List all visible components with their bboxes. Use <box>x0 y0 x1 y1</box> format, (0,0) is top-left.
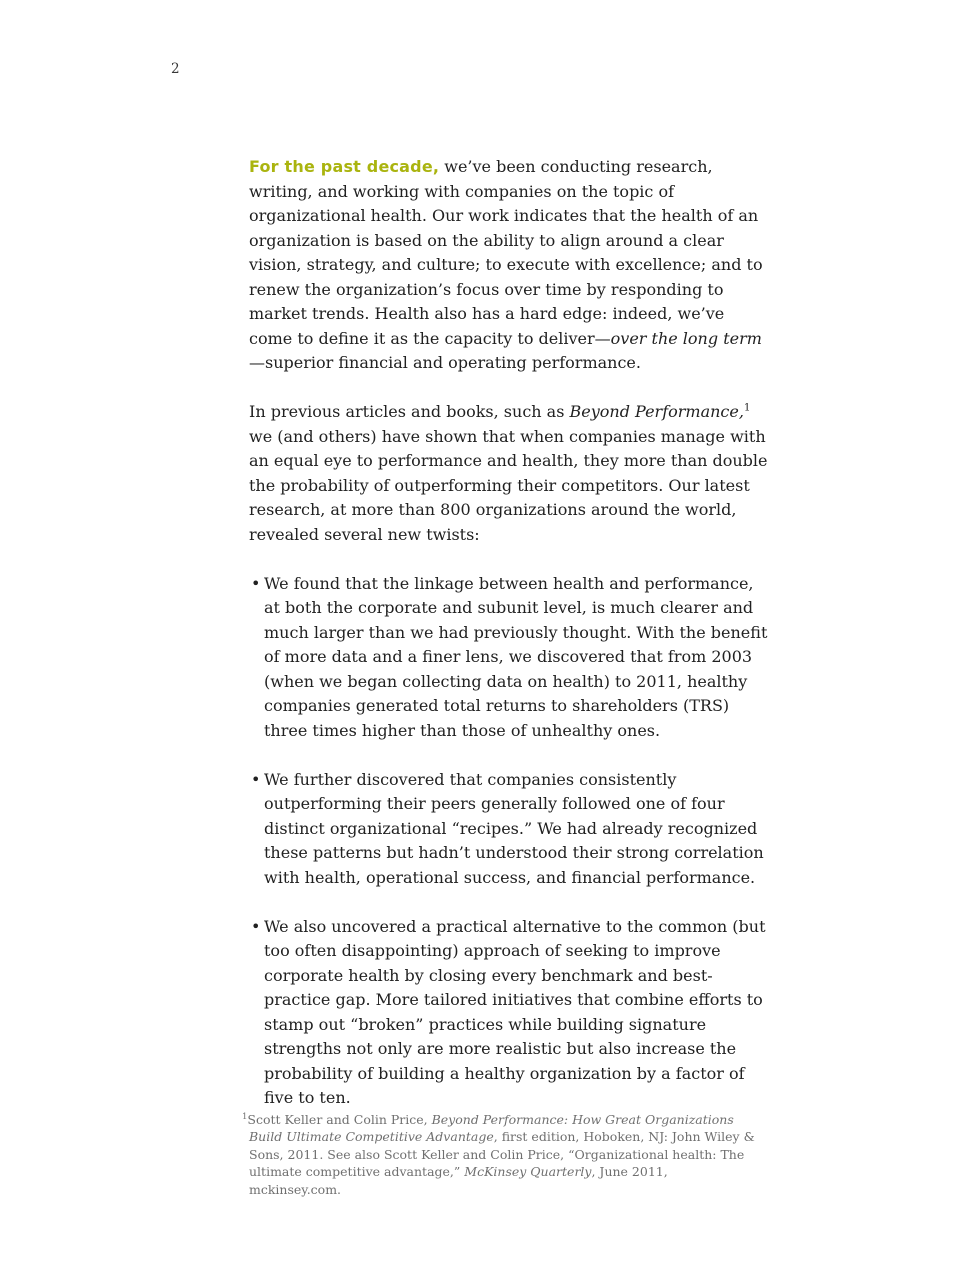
footnote-book-title: Beyond Performance: How Great Organizations Build Ultimate Competitive Advantage <box>249 1111 734 1144</box>
para2-text-1: In previous articles and books, such as <box>249 402 570 421</box>
lead-in-text: For the past decade, <box>249 157 440 176</box>
footnote-ref-superscript: 1 <box>743 402 751 414</box>
footnote-text-1: Scott Keller and Colin Price, <box>247 1111 432 1127</box>
book-title-italic: Beyond Performance, <box>569 402 744 421</box>
footnote <box>242 1111 761 1199</box>
bullet-item: • We found that the linkage between health and performance, at both the corporate and subunit level, is much clearer and much larger than we had previously thought. With the benefit of more data and a finer lens, we discovered that from 2003 (when we began collecting data on health) to 2011, healthy companies generated total returns to shareholders (TRS) three times higher than those of unhealthy ones. <box>249 572 771 744</box>
bullet-item: • We further discovered that companies consistently outperforming their peers generally followed one of four distinct organizational “recipes.” We had already recognized these patterns but hadn’t understood their strong correlation with health, operational success, and financial performance. <box>249 768 771 891</box>
intro-paragraph <box>249 155 771 376</box>
intro-text-2: —superior financial and operating performance. <box>249 353 641 372</box>
footnote-text-3: , June 2011, mckinsey.com. <box>249 1164 668 1197</box>
bullet-list <box>249 572 771 1111</box>
footnote-text-2: , first edition, Hoboken, NJ: John Wiley & Sons, 2011. See also Scott Keller and Colin Price, “Organizational health: The ultimate competitive advantage,” <box>249 1129 755 1179</box>
para2-text-2: we (and others) have shown that when companies manage with an equal eye to performance and health, they more than double the probability of outperforming their competitors. Our latest research, at more than 800 organizations around the world, revealed several new twists: <box>249 426 768 544</box>
intro-text-1: we’ve been conducting research, writing, and working with companies on the topic of organizational health. Our work indicates that the health of an organization is based on the ability to align around a clear vision, strategy, and culture; to execute with excellence; and to renew the organization’s focus over time by responding to market trends. Health also has a hard edge: indeed, we’ve come to define it as the capacity to deliver— <box>249 157 763 348</box>
article-body <box>242 155 771 1198</box>
second-paragraph <box>249 400 771 547</box>
footnote-marker-superscript: 1 <box>242 1111 248 1122</box>
bullet-item: • We also uncovered a practical alternative to the common (but too often disappointing) approach of seeking to improve corporate health by closing every benchmark and best-practice gap. More tailored initiatives that combine efforts to stamp out “broken” practices while building signature strengths not only are more realistic but also increase the probability of building a healthy organization by a factor of five to ten. <box>249 915 771 1111</box>
footnote-journal-title: McKinsey Quarterly <box>464 1164 592 1179</box>
page-number: 2 <box>171 61 180 77</box>
intro-italic-phrase: over the long term <box>610 328 762 348</box>
